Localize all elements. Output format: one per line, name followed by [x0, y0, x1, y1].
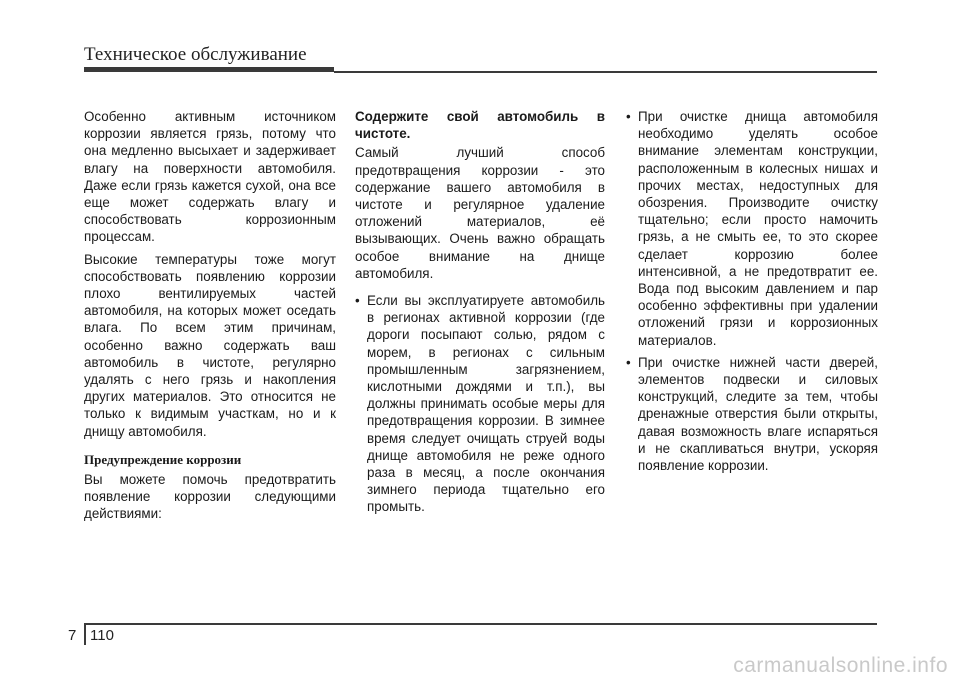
bullet-list [355, 292, 605, 516]
bullet-icon: • [355, 293, 360, 309]
watermark: carmanualsonline.info [733, 654, 948, 677]
subheading-keep-clean: Содержите свой автомобиль в чистоте. [355, 109, 605, 142]
paragraph: Самый лучший способ предотвращения коррозии - это содержание вашего автомобиля в чистоте и регулярное удаление отложений материалов, её вызывающих. Очень важно обращать особое внимание на днище автомобиля. [355, 145, 605, 281]
chapter-number: 7 [68, 627, 77, 644]
list-item [626, 108, 878, 349]
subheading-corrosion-prevention: Предупреждение коррозии [84, 451, 242, 467]
paragraph: Вы можете помочь предотвратить появление коррозии следующими действиями: [84, 472, 336, 522]
column-3 [626, 108, 878, 479]
list-item-text: Если вы эксплуатируете автомобиль в регионах активной коррозии (где дороги посыпают солью, рядом с морем, в регионах с сильным промышленным загрязнением, кислотными дождями и т.п.), вы должны принимать особые меры для предотвращения коррозии. В зимнее время следует очищать струей воды днище автомобиля не реже одного раза в месяц, а после окончания зимнего периода тщательно его промыть. [367, 293, 605, 515]
paragraph: Высокие температуры тоже могут способствовать появлению коррозии плохо вентилируемых частей автомобиля, на которых может оседать влага. По всем этим причинам, особенно важно содержать ваш автомобиль в чистоте, регулярно удалять с него грязь и накопления других материалов. Это относится не только к видимым участкам, но и к днищу автомобиля. [84, 251, 336, 439]
page-number: 110 [90, 627, 114, 644]
list-item-text: При очистке нижней части дверей, элементов подвески и силовых конструкций, следите за тем, чтобы дренажные отверстия были открыты, давая возможность влаге испаряться и не скапливаться внутри, ускоряя появление коррозии. [638, 354, 878, 474]
header-rule-thin [334, 71, 877, 73]
footer-rule [84, 623, 877, 625]
bullet-icon: • [626, 354, 631, 370]
bullet-list [626, 108, 878, 474]
bullet-icon: • [626, 109, 631, 124]
column-2 [355, 108, 605, 521]
section-title: Техническое обслуживание [84, 44, 307, 65]
list-item [355, 292, 605, 516]
column-1 [84, 108, 336, 528]
paragraph: Особенно активным источником коррозии является грязь, потому что она медленно высыхает и задерживает влагу на поверхности автомобиля. Даже если грязь кажется сухой, она все еще может содержать влагу и способствовать коррозионным процессам. [84, 109, 336, 245]
header-rule-thick [84, 67, 334, 72]
list-item [626, 354, 878, 474]
footer-separator [84, 623, 86, 645]
list-item-text: При очистке днища автомобиля необходимо уделять особое внимание элементам конструкции, расположенным в колесных нишах и прочих местах, недоступных для обозрения. Производите очистку тщательно; если просто намочить грязь, а не смыть ее, то это скорее сделает коррозию более интенсивной, а не предотвратит ее. Вода под высоким давлением и пар особенно эффективны при удалении отложений грязи и коррозионных материалов. [638, 109, 878, 348]
